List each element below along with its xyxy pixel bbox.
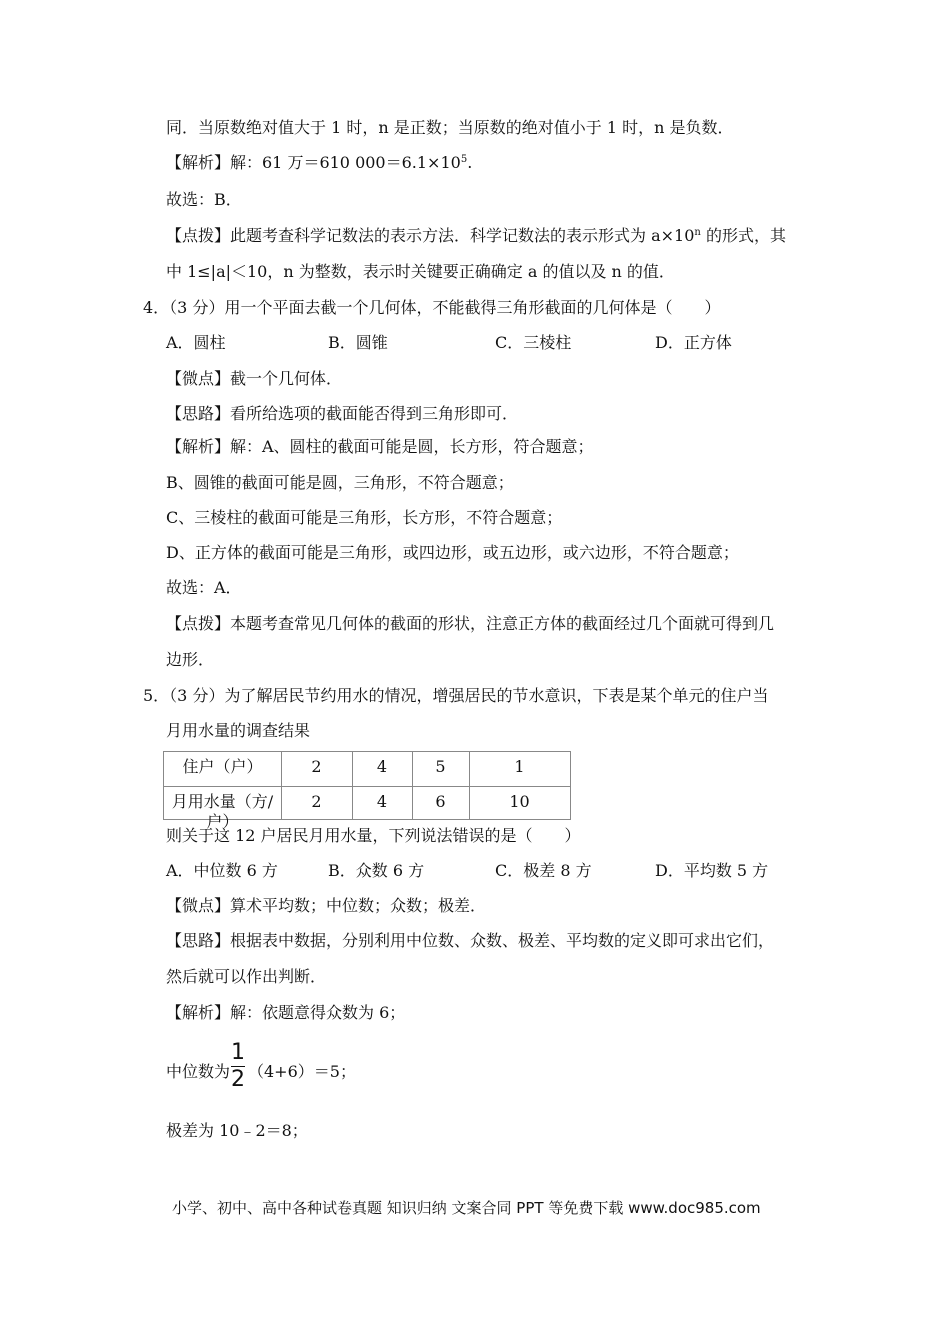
text-line: 【思路】根据表中数据，分别利用中位数、众数、极差、平均数的定义即可求出它们， [166, 931, 775, 950]
fraction-denominator: 2 [231, 1067, 245, 1092]
text-line: 然后就可以作出判断． [166, 967, 327, 986]
text-line: （4+6）＝5； [248, 1062, 356, 1081]
text-line: 【解析】解：A、圆柱的截面可能是圆，长方形，符合题意； [166, 437, 594, 456]
text-line: 【点拨】此题考查科学记数法的表示方法．科学记数法的表示形式为 $a\times 10^n$ 的形式，其 [166, 226, 786, 245]
footer-text: 小学、初中、高中各种试卷真题 知识归纳 文案合同 PPT 等免费下载 www.doc985.com [172, 1199, 761, 1217]
text-line: B、圆锥的截面可能是圆，三角形，不符合题意； [166, 473, 514, 492]
option-d: D．平均数 5 方 [655, 861, 769, 880]
table-cell: 4 [376, 792, 388, 811]
text-line: 边形． [166, 650, 215, 669]
table-cell: 2 [311, 792, 322, 811]
option-d: D．正方体 [655, 333, 732, 352]
text-line: 【微点】截一个几何体． [166, 369, 343, 388]
text-line: 【解析】解：依题意得众数为 6； [166, 1003, 406, 1022]
option-a: A．中位数 6 方 [166, 861, 278, 880]
option-c: C．极差 8 方 [495, 861, 592, 880]
table-cell: 月用水量（方/户） [171, 792, 274, 831]
text-line: 则关于这 12 户居民月用水量，下列说法错误的是（ ） [166, 826, 581, 845]
text-line: 【微点】算术平均数；中位数；众数；极差． [166, 896, 487, 915]
option-a: A．圆柱 [166, 333, 226, 352]
text-line: C、三棱柱的截面可能是三角形，长方形，不符合题意； [166, 508, 563, 527]
option-b: B．众数 6 方 [328, 861, 425, 880]
table-cell: 1 [514, 757, 525, 776]
table-cell: 6 [435, 792, 446, 811]
text-line: 故选：B． [166, 190, 242, 209]
text-line: 中位数为 [166, 1062, 231, 1081]
text-line: D、正方体的截面可能是三角形，或四边形，或五边形，或六边形，不符合题意； [166, 543, 739, 562]
table-cell: 4 [376, 757, 388, 776]
text-line: 【解析】解：61 万＝610 $000=6.1\times 10^5$. [166, 153, 473, 172]
table-cell: 2 [311, 757, 322, 776]
data-table [163, 751, 571, 831]
text-line: 故选：A． [166, 578, 242, 597]
option-b: B．圆锥 [328, 333, 388, 352]
text-line: 中 1≤|a|＜10，n 为整数，表示时关键要正确确定 a 的值以及 n 的值． [166, 262, 675, 281]
text-line: 【思路】看所给选项的截面能否得到三角形即可． [166, 404, 519, 423]
table-cell: 5 [435, 757, 446, 776]
fraction [230, 1040, 246, 1093]
question-4: 4．（3 分）用一个平面去截一个几何体，不能截得三角形截面的几何体是（ ） [143, 298, 721, 317]
option-c: C．三棱柱 [495, 333, 572, 352]
fraction-numerator: 1 [231, 1040, 245, 1065]
text-line: 月用水量的调查结果 [166, 721, 311, 740]
table-cell: 住户（户） [182, 757, 263, 776]
table-cell: 10 [509, 792, 530, 811]
text-line: 极差为 10﹣2＝8； [166, 1121, 308, 1140]
text-line: 同．当原数绝对值大于 1 时，n 是正数；当原数的绝对值小于 1 时，n 是负数． [166, 118, 734, 137]
question-5: 5．（3 分）为了解居民节约用水的情况，增强居民的节水意识，下表是某个单元的住户当 [143, 686, 769, 705]
text-line: 【点拨】本题考查常见几何体的截面的形状，注意正方体的截面经过几个面就可得到几 [166, 614, 775, 633]
